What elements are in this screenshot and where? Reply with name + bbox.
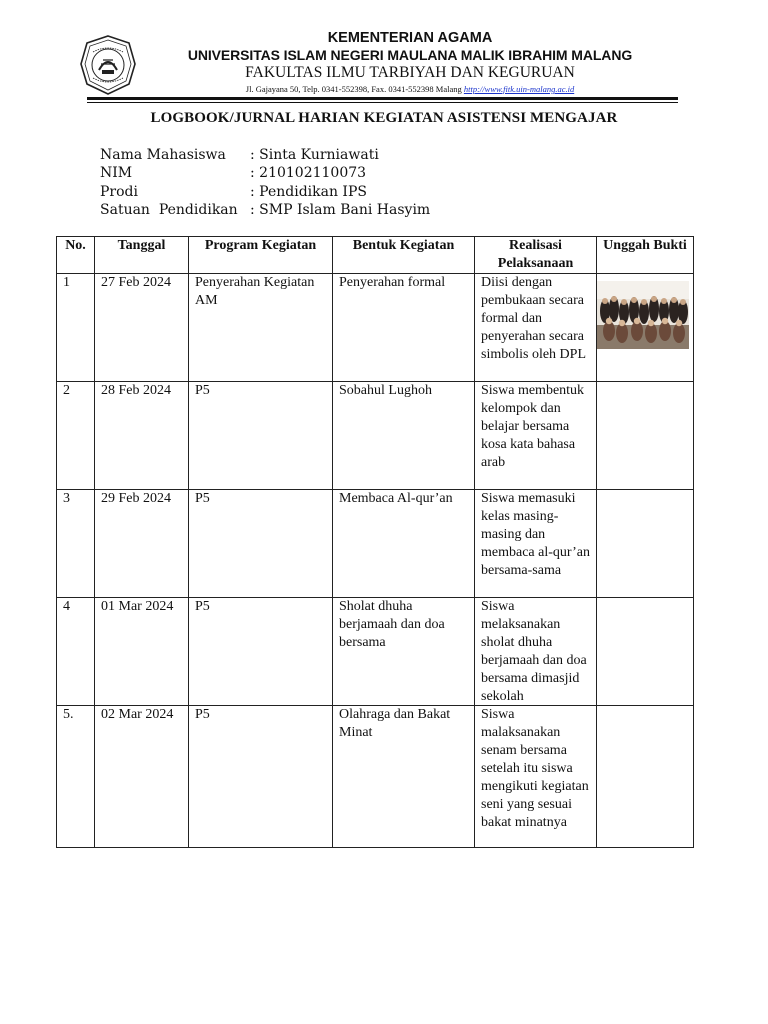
cell-no: 1 <box>57 274 95 382</box>
identity-value: : SMP Islam Bani Hasyim <box>250 201 431 218</box>
cell-program: P5 <box>189 490 333 598</box>
cell-bentuk: Sholat dhuha berjamaah dan doa bersama <box>333 598 475 706</box>
document-title: LOGBOOK/JURNAL HARIAN KEGIATAN ASISTENSI MENGAJAR <box>150 110 618 126</box>
faculty-name: FAKULTAS ILMU TARBIYAH DAN KEGURUAN <box>245 64 575 81</box>
cell-tanggal: 27 Feb 2024 <box>95 274 189 382</box>
cell-tanggal: 29 Feb 2024 <box>95 490 189 598</box>
logbook-table <box>56 236 694 848</box>
address-text: Jl. Gajayana 50, Telp. 0341-552398, Fax. 0341-552398 Malang <box>245 84 462 94</box>
table-row <box>57 598 694 706</box>
cell-realisasi: Siswa membentuk kelompok dan belajar bersama kosa kata bahasa arab <box>475 382 597 490</box>
address-line <box>140 83 680 95</box>
cell-program: P5 <box>189 706 333 848</box>
cell-tanggal: 01 Mar 2024 <box>95 598 189 706</box>
cell-realisasi: Siswa melaksanakan sholat dhuha berjamaah dan doa bersama dimasjid sekolah <box>475 598 597 706</box>
cell-bukti <box>597 274 694 382</box>
university-name: UNIVERSITAS ISLAM NEGERI MAULANA MALIK IBRAHIM MALANG <box>187 47 633 63</box>
evidence-photo[interactable] <box>597 281 689 349</box>
cell-realisasi: Siswa malaksanakan senam bersama setelah itu siswa mengikuti kegiatan seni yang sesuai bakat minatnya <box>475 706 597 848</box>
header-realisasi: Realisasi Pelaksanaan <box>475 237 597 274</box>
identity-label: Nama Mahasiswa <box>100 147 226 163</box>
cell-no: 2 <box>57 382 95 490</box>
header-bentuk: Bentuk Kegiatan <box>333 237 475 274</box>
table-row <box>57 382 694 490</box>
identity-row-school <box>100 201 430 219</box>
letterhead <box>140 29 680 95</box>
letterhead-rule-thin <box>87 102 678 103</box>
cell-bukti <box>597 490 694 598</box>
identity-label: Satuan Pendidikan <box>100 201 238 218</box>
identity-row-name <box>100 146 430 164</box>
ministry-name: KEMENTERIAN AGAMA <box>327 30 493 46</box>
cell-bukti <box>597 382 694 490</box>
table-row <box>57 274 694 382</box>
website-link[interactable]: http://www.fitk.uin-malang.ac.id <box>463 84 575 94</box>
identity-value: : Pendidikan IPS <box>250 183 367 200</box>
cell-tanggal: 02 Mar 2024 <box>95 706 189 848</box>
cell-bukti <box>597 706 694 848</box>
university-seal-icon <box>79 34 137 96</box>
cell-bukti <box>597 598 694 706</box>
cell-bentuk: Penyerahan formal <box>333 274 475 382</box>
table-row <box>57 706 694 848</box>
identity-row-nim <box>100 164 430 182</box>
cell-bentuk: Olahraga dan Bakat Minat <box>333 706 475 848</box>
header-no: No. <box>57 237 95 274</box>
identity-value: : 210102110073 <box>250 165 367 182</box>
cell-program: P5 <box>189 598 333 706</box>
cell-no: 3 <box>57 490 95 598</box>
cell-program: Penyerahan Kegiatan AM <box>189 274 333 382</box>
cell-no: 5. <box>57 706 95 848</box>
header-bukti: Unggah Bukti <box>597 237 694 274</box>
identity-label: NIM <box>100 165 133 182</box>
header-tanggal: Tanggal <box>95 237 189 274</box>
cell-bentuk: Sobahul Lughoh <box>333 382 475 490</box>
letterhead-rule-thick <box>87 97 678 100</box>
cell-realisasi: Siswa memasuki kelas masing-masing dan membaca al-qur’an bersama-sama <box>475 490 597 598</box>
cell-no: 4 <box>57 598 95 706</box>
cell-tanggal: 28 Feb 2024 <box>95 382 189 490</box>
header-program: Program Kegiatan <box>189 237 333 274</box>
table-header-row <box>57 237 694 274</box>
table-row <box>57 490 694 598</box>
identity-value: : Sinta Kurniawati <box>250 147 379 163</box>
identity-label: Prodi <box>100 183 138 200</box>
cell-realisasi: Diisi dengan pembukaan secara formal dan penyerahan secara simbolis oleh DPL <box>475 274 597 382</box>
identity-row-prodi <box>100 183 430 201</box>
cell-program: P5 <box>189 382 333 490</box>
cell-bentuk: Membaca Al-qur’an <box>333 490 475 598</box>
student-identity <box>100 146 430 219</box>
